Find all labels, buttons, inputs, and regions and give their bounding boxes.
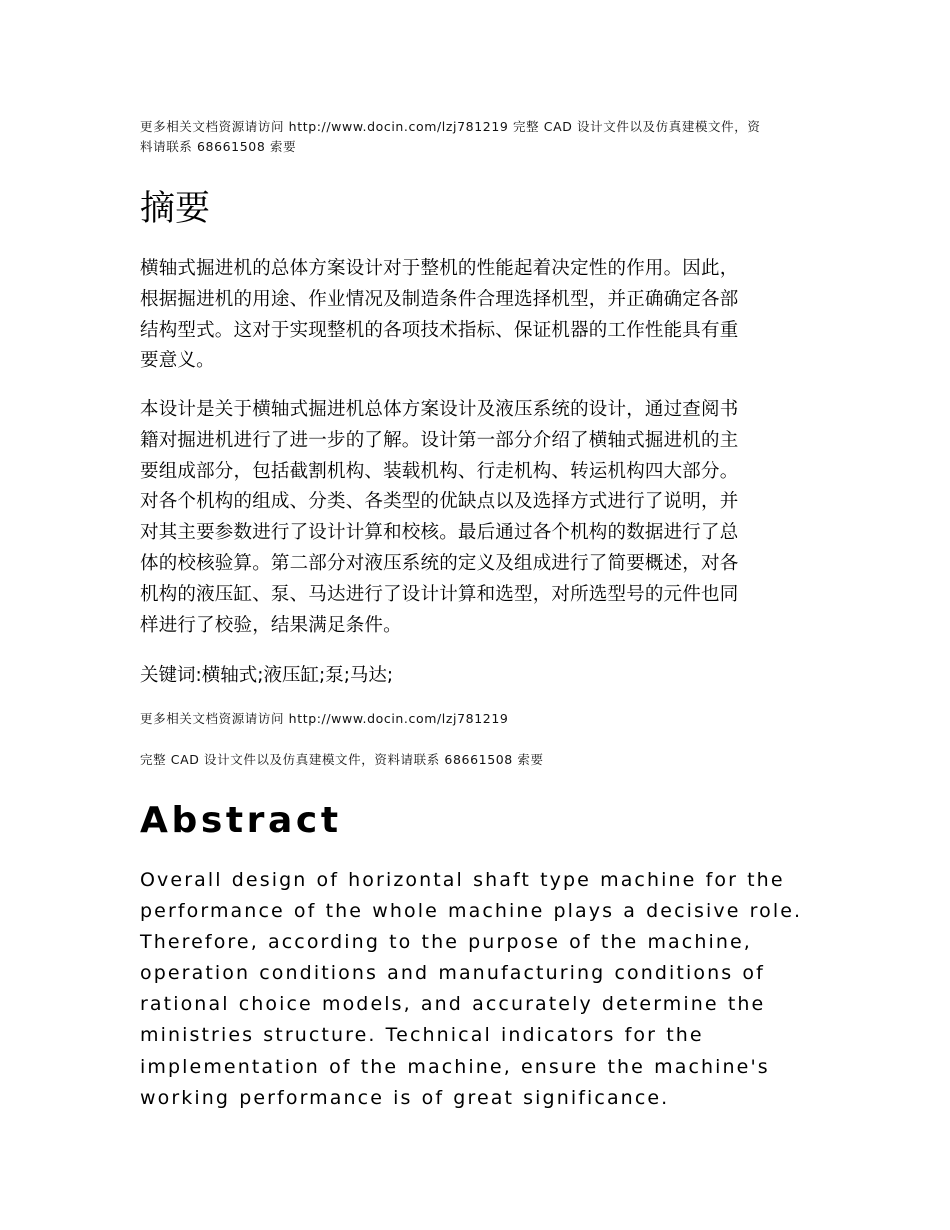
- chinese-abstract-heading: 摘要: [140, 189, 211, 229]
- header-note-line: 更多相关文档资源请访问 http://www.docin.com/lzj781219 完整 CAD 设计文件以及仿真建模文件，资: [140, 119, 761, 134]
- chinese-abstract-paragraph-1: [140, 254, 812, 377]
- document-page: [140, 0, 812, 1230]
- paragraph-line: implementation of the machine, ensure the machine's: [140, 1055, 770, 1078]
- paragraph-line: 对其主要参数进行了设计计算和校核。最后通过各个机构的数据进行了总: [140, 522, 739, 544]
- paragraph-line: ministries structure. Technical indicators for the: [140, 1024, 704, 1047]
- paragraph-line: working performance is of great significance.: [140, 1086, 670, 1109]
- paragraph-line: 对各个机构的组成、分类、各类型的优缺点以及选择方式进行了说明，并: [140, 491, 739, 513]
- paragraph-line: 根据掘进机的用途、作业情况及制造条件合理选择机型，并正确确定各部: [140, 288, 739, 310]
- paragraph-line: 要组成部分，包括截割机构、装载机构、行走机构、转运机构四大部分。: [140, 460, 739, 482]
- paragraph-line: 横轴式掘进机的总体方案设计对于整机的性能起着决定性的作用。因此，: [140, 258, 739, 279]
- resource-link-note: 更多相关文档资源请访问 http://www.docin.com/lzj781219: [140, 711, 509, 726]
- paragraph-line: 本设计是关于横轴式掘进机总体方案设计及液压系统的设计，通过查阅书: [140, 399, 739, 420]
- chinese-abstract-paragraph-2: [140, 395, 812, 641]
- chinese-keywords: 关键词:横轴式;液压缸;泵;马达;: [140, 665, 394, 686]
- paragraph-line: performance of the whole machine plays a decisive role.: [140, 900, 803, 923]
- paragraph-line: rational choice models, and accurately determine the: [140, 993, 766, 1016]
- paragraph-line: 要意义。: [140, 350, 215, 372]
- paragraph-line: 机构的液压缸、泵、马达进行了设计计算和选型，对所选型号的元件也同: [140, 583, 739, 605]
- header-note-line: 料请联系 68661508 索要: [140, 139, 297, 154]
- paragraph-line: Overall design of horizontal shaft type machine for the: [140, 869, 785, 891]
- paragraph-line: 结构型式。这对于实现整机的各项技术指标、保证机器的工作性能具有重: [140, 319, 739, 341]
- english-abstract-heading: Abstract: [140, 800, 342, 841]
- paragraph-line: operation conditions and manufacturing conditions of: [140, 962, 765, 985]
- english-abstract-paragraph: [140, 865, 820, 1114]
- paragraph-line: 样进行了校验，结果满足条件。: [140, 614, 402, 636]
- resource-contact-note: 完整 CAD 设计文件以及仿真建模文件，资料请联系 68661508 索要: [140, 752, 544, 767]
- paragraph-line: Therefore, according to the purpose of the machine,: [140, 931, 752, 954]
- paragraph-line: 籍对掘进机进行了进一步的了解。设计第一部分介绍了横轴式掘进机的主: [140, 429, 739, 451]
- header-resource-note: [140, 117, 812, 157]
- paragraph-line: 体的校核验算。第二部分对液压系统的定义及组成进行了简要概述，对各: [140, 552, 739, 574]
